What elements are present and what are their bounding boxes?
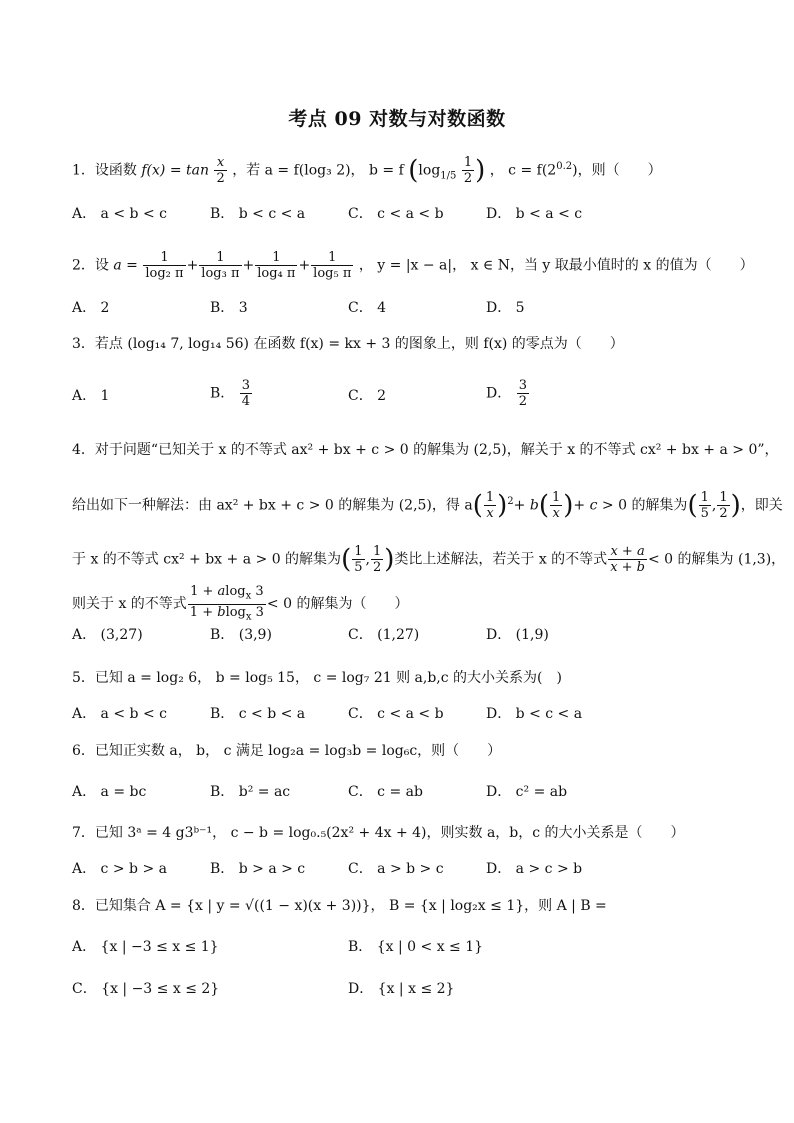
question-5: 5．已知 a = log₂ 6， b = log₅ 15， c = log₇ 21 则 a,b,c 的大小关系为( )	[72, 670, 562, 686]
q1-tail: )，则（ ）	[572, 162, 662, 179]
question-8: 8．已知集合 A = {x | y = √((1 − x)(x + 3))}， B = {x | log₂x ≤ 1}，则 A | B =	[72, 898, 607, 914]
question-1: 1．设函数 f(x) = tan $\frac{x}{2}$ ，若 a = f(log₃ 2)， b = f ($\log_{1/5}$ $\frac{1}{2}$ ) ， $c = f(2^{0.2})$，则（ ）	[72, 155, 662, 186]
q5-option-b: B． c < b < a	[210, 706, 306, 722]
question-6: 6．已知正实数 a， b， c 满足 log₂a = log₃b = log₆c，则（ ）	[72, 743, 502, 759]
q3-option-d: D． $\frac{3}{2}$	[486, 378, 527, 409]
q6-option-c: C． c = ab	[348, 784, 423, 800]
question-7: 7．已知 3ᵃ = 4 g3ᵇ⁻¹， c − b = log₀.₅(2x² + 4x + 4)，则实数 a，b，c 的大小关系是（ ）	[72, 825, 685, 841]
q2-option-b: B． 3	[210, 300, 248, 316]
q1-option-b: B． b < c < a	[210, 206, 306, 222]
q1-fraction: $\frac{x}{2}$	[216, 155, 225, 186]
q7-option-b: B． b > a > c	[210, 861, 306, 877]
q7-option-a: A． c > b > a	[72, 861, 167, 877]
question-4-line-1: 4．对于问题“已知关于 x 的不等式 ax² + bx + c > 0 的解集为 (2,5)，解关于 x 的不等式 cx² + bx + a > 0”，	[72, 442, 779, 458]
q4-option-b: B． (3,9)	[210, 627, 272, 643]
q3-option-b: B． $\frac{3}{4}$	[210, 378, 251, 409]
q8-option-d: D． {x | x ≤ 2}	[348, 981, 455, 997]
q1-option-c: C． c < a < b	[348, 206, 444, 222]
q1-option-a: A． a < b < c	[72, 206, 167, 222]
q1-cond2: ， c = f(2	[489, 162, 557, 179]
q1-fraction-2: $\frac{1}{2}$	[463, 155, 473, 186]
q5-option-c: C． c < a < b	[348, 706, 444, 722]
q4-option-c: C． (1,27)	[348, 627, 420, 643]
q3-option-a: A． 1	[72, 388, 110, 404]
question-4-line-3: 于 x 的不等式 cx² + bx + a > 0 的解集为( $\frac{1}{5}$ , $\frac{1}{2}$ )类比上述解法，若关于 x 的不等式 $\frac{x + a}{x + b}$ < 0 的解集为 (1,3)，	[72, 544, 786, 575]
q6-option-d: D． c² = ab	[486, 784, 568, 800]
question-4-line-2: 给出如下一种解法：由 ax² + bx + c > 0 的解集为 (2,5)，得 a( $\frac{1}{x}$ )$^2$+ b( $\frac{1}{x}$ )+ c > 0 的解集为( $\frac{1}{5}$ , $\frac{1}{2}$ )，即关	[72, 490, 783, 521]
q1-head: 1．设函数	[72, 162, 137, 179]
question-3: 3．若点 (log₁₄ 7, log₁₄ 56) 在函数 f(x) = kx + 3 的图象上，则 f(x) 的零点为（ ）	[72, 336, 624, 352]
question-2: 2．设 a = $\frac{1}{\text{log₂ π}}$ + $\frac{1}{\text{log₃ π}}$ + $\frac{1}{\text{log₄ π}}$ + $\frac{1}{\text{log₅ π}}$ ， y = |x − a|， x ∈ N，当 y 取最小值时的 x 的值为（ ）	[72, 250, 754, 281]
q2-option-d: D． 5	[486, 300, 525, 316]
q2-option-a: A． 2	[72, 300, 110, 316]
q3-option-c: C． 2	[348, 388, 387, 404]
q8-option-b: B． {x | 0 < x ≤ 1}	[348, 939, 484, 955]
q6-option-a: A． a = bc	[72, 784, 147, 800]
q2-option-c: C． 4	[348, 300, 387, 316]
q1-cond: ，若 a = f(log₃ 2)， b = f	[232, 162, 404, 179]
q6-option-b: B． b² = ac	[210, 784, 291, 800]
q1-option-d: D． b < a < c	[486, 206, 583, 222]
q1-expr: f(x) = tan	[141, 162, 209, 179]
q7-option-d: D． a > c > b	[486, 861, 583, 877]
q8-option-c: C． {x | −3 ≤ x ≤ 2}	[72, 981, 220, 997]
q7-option-c: C． a > b > c	[348, 861, 444, 877]
q4-option-d: D． (1,9)	[486, 627, 549, 643]
q5-option-d: D． b < c < a	[486, 706, 583, 722]
q5-option-a: A． a < b < c	[72, 706, 167, 722]
q4-option-a: A． (3,27)	[72, 627, 143, 643]
question-4-line-4: 则关于 x 的不等式 $\frac{1 + alog_x 3}{1 + blog_x 3}$ < 0 的解集为（ ）	[72, 584, 409, 623]
q8-option-a: A． {x | −3 ≤ x ≤ 1}	[72, 939, 219, 955]
page-title: 考点 09 对数与对数函数	[288, 108, 506, 130]
